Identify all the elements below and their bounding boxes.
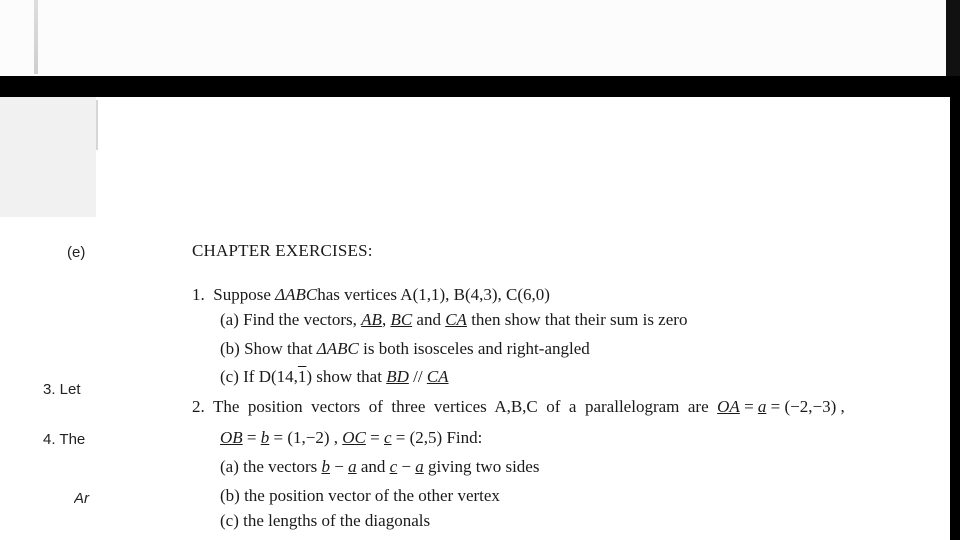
- equals: =: [739, 397, 758, 416]
- exercise-2c: (c) the lengths of the diagonals: [220, 511, 431, 530]
- page-edge-shadow: [34, 0, 38, 74]
- vector-ca: CA: [426, 367, 449, 386]
- scanner-border-right: [950, 97, 960, 540]
- exercise-1-intro-a: Suppose: [213, 285, 276, 304]
- chapter-exercises-heading: CHAPTER EXERCISES:: [192, 241, 373, 260]
- parallel-symbol: //: [408, 367, 427, 386]
- vector-bd: BD: [386, 367, 409, 386]
- vector-ca: CA: [445, 310, 467, 329]
- triangle-abc: ΔABC: [275, 285, 318, 304]
- exercise-2a: [220, 457, 539, 477]
- scanner-black-band: [0, 76, 960, 97]
- exercise-1c-mid: ) show that: [306, 367, 387, 386]
- vector-ab: AB: [361, 310, 382, 329]
- exercise-2-number: 2.: [192, 397, 205, 416]
- exercise-1a-text: (a) Find the vectors,: [220, 310, 362, 329]
- exercise-2a-tail: giving two sides: [423, 457, 540, 476]
- and-text: and: [412, 310, 446, 329]
- margin-item-3: 3. Let: [43, 381, 81, 398]
- oc-value: = (2,5) Find:: [391, 428, 483, 447]
- minus: −: [329, 457, 349, 476]
- oa-value: = (−2,−3) ,: [766, 397, 845, 416]
- vector-a: a: [415, 457, 424, 476]
- margin-label-e: (e): [67, 244, 86, 261]
- exercise-2-line-2: [220, 428, 482, 448]
- separator: ,: [381, 310, 391, 329]
- vector-ob: OB: [220, 428, 243, 447]
- exercise-1b: [220, 339, 590, 359]
- exercise-1b-tail: is both isosceles and right-angled: [358, 339, 590, 358]
- and-text: and: [356, 457, 390, 476]
- exercise-1b-text: (b) Show that: [220, 339, 317, 358]
- margin-ar: Ar: [74, 490, 89, 507]
- exercise-1-intro: [192, 285, 550, 305]
- equals: =: [242, 428, 261, 447]
- exercise-1a: [220, 310, 687, 330]
- scanner-border-top-right: [946, 0, 960, 76]
- vector-a: a: [757, 397, 767, 416]
- vector-c: c: [389, 457, 398, 476]
- equals: =: [365, 428, 384, 447]
- exercise-2-line-1: [192, 397, 845, 417]
- exercise-1-number: 1.: [192, 285, 205, 304]
- vector-b: b: [260, 428, 270, 447]
- vector-c: c: [383, 428, 392, 447]
- exercise-1a-tail: then show that their sum is zero: [466, 310, 688, 329]
- vector-a: a: [348, 457, 357, 476]
- exercise-2-intro: The position vectors of three vertices A,B,C of a parallelogram are: [212, 397, 718, 416]
- previous-page-strip: [0, 0, 946, 76]
- vector-oc: OC: [342, 428, 366, 447]
- exercise-2b: (b) the position vector of the other vertex: [220, 486, 500, 505]
- vector-oa: OA: [717, 397, 740, 416]
- minus: −: [397, 457, 416, 476]
- exercise-1c-text: (c) If D(14,: [220, 367, 298, 386]
- exercise-1c: [220, 367, 449, 387]
- negative-one: 1: [297, 367, 307, 386]
- exercise-1-intro-b: has vertices A(1,1), B(4,3), C(6,0): [317, 285, 550, 304]
- ob-value: = (1,−2) ,: [269, 428, 343, 447]
- vector-bc: BC: [390, 310, 413, 329]
- vector-b: b: [321, 457, 330, 476]
- scan-artifact-line: [96, 100, 98, 150]
- left-scan-shadow: [0, 97, 96, 217]
- exercise-2a-text: (a) the vectors: [220, 457, 322, 476]
- triangle-abc: ΔABC: [316, 339, 359, 358]
- margin-item-4: 4. The: [43, 431, 86, 448]
